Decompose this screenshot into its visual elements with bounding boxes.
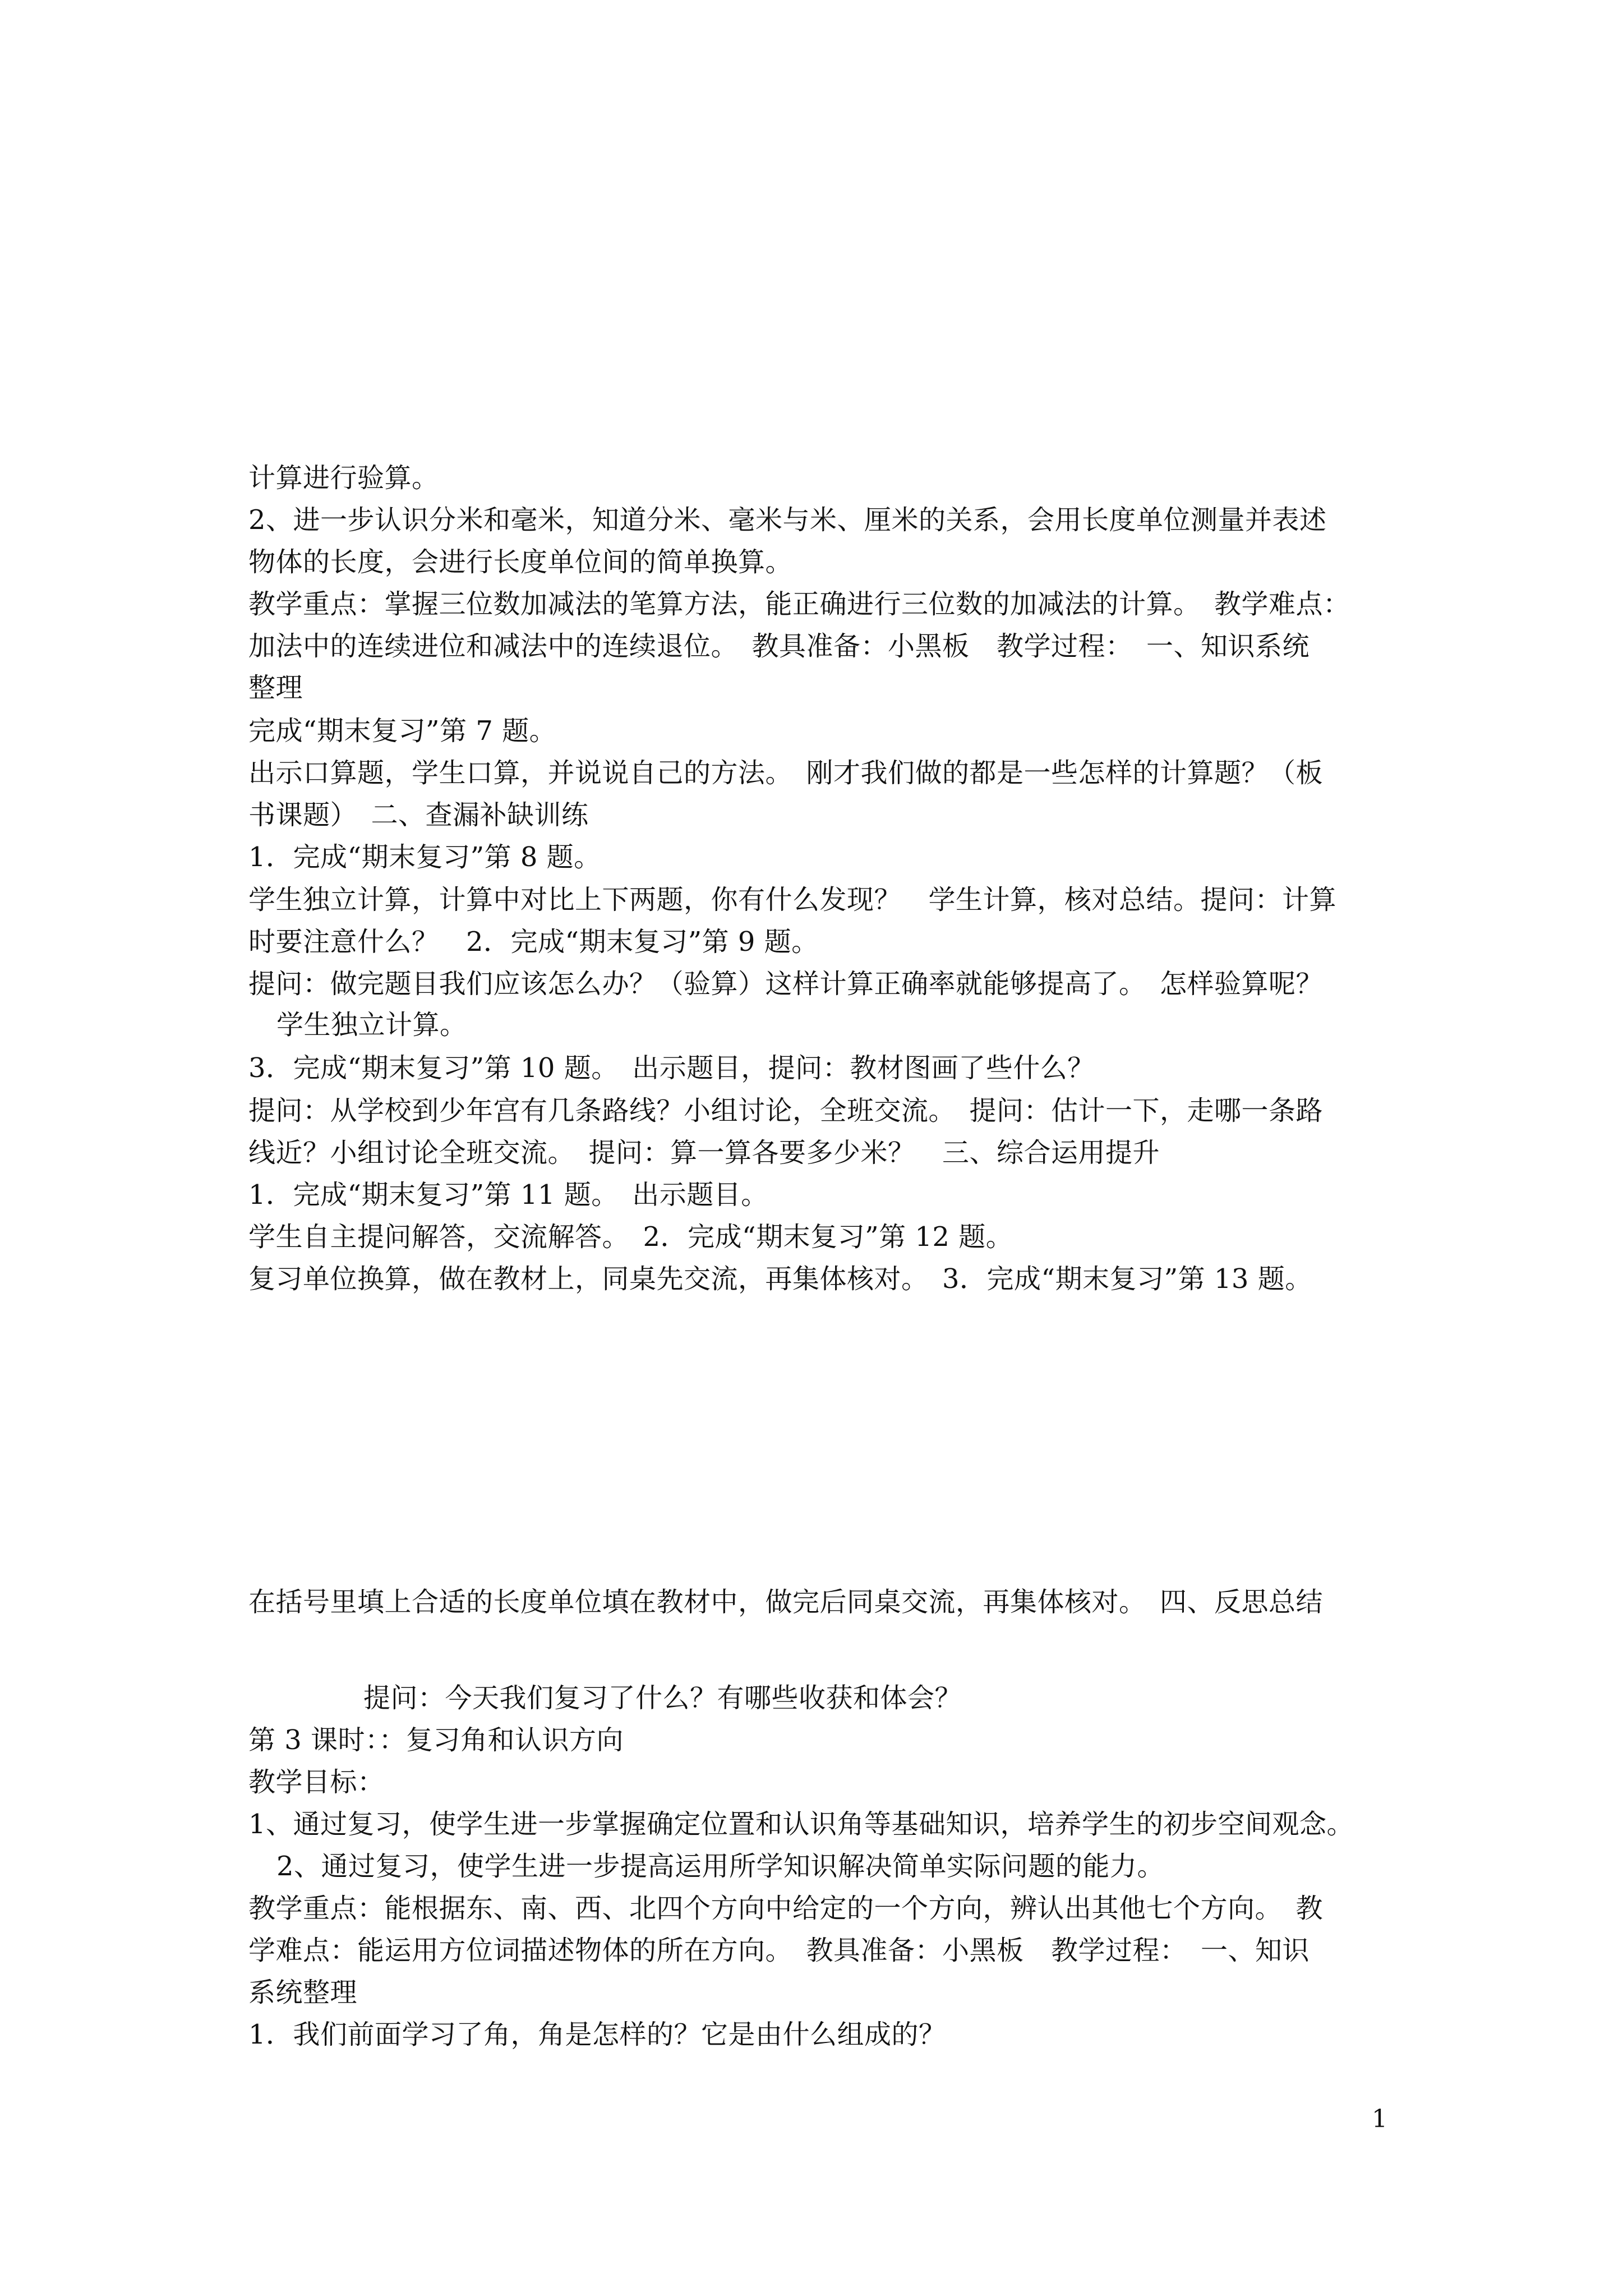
text-line: 3．完成“期末复习”第 10 题。 出示题目，提问：教材图画了些什么？ — [248, 1052, 1095, 1084]
text-line: 提问：做完题目我们应该怎么办？（验算）这样计算正确率就能够提高了。 怎样验算呢？ — [248, 968, 1324, 1000]
text-line: 1．我们前面学习了角，角是怎样的？它是由什么组成的？ — [248, 2019, 946, 2050]
text-line: 时要注意什么？ 2．完成“期末复习”第 9 题。 — [248, 926, 819, 958]
text-line: 第 3 课时：：复习角和认识方向 — [248, 1724, 624, 1756]
page-number: 1 — [1372, 2105, 1387, 2133]
text-line: 2、进一步认识分米和毫米，知道分米、毫米与米、厘米的关系，会用长度单位测量并表述 — [248, 504, 1327, 536]
text-line: 学难点：能运用方位词描述物体的所在方向。 教具准备：小黑板 教学过程： 一、知识 — [248, 1935, 1310, 1966]
text-line: 1．完成“期末复习”第 11 题。 出示题目。 — [248, 1179, 768, 1211]
text-line: 物体的长度，会进行长度单位间的简单换算。 — [248, 546, 793, 578]
text-line: 完成“期末复习”第 7 题。 — [248, 715, 557, 747]
text-line: 学生自主提问解答，交流解答。 2．完成“期末复习”第 12 题。 — [248, 1221, 1013, 1253]
text-line: 复习单位换算，做在教材上，同桌先交流，再集体核对。 3．完成“期末复习”第 13 题。 — [248, 1263, 1312, 1295]
text-line: 2、通过复习，使学生进一步提高运用所学知识解决简单实际问题的能力。 — [276, 1851, 1165, 1882]
text-line: 教学重点：掌握三位数加减法的笔算方法，能正确进行三位数的加减法的计算。 教学难点： — [248, 588, 1350, 620]
text-line: 线近？小组讨论全班交流。 提问：算一算各要多少米？ 三、综合运用提升 — [248, 1137, 1160, 1168]
text-line: 加法中的连续进位和减法中的连续退位。 教具准备：小黑板 教学过程： 一、知识系统 — [248, 631, 1310, 662]
text-line: 教学目标： — [248, 1766, 385, 1798]
text-line: 学生独立计算。 — [276, 1009, 467, 1041]
text-line: 在括号里填上合适的长度单位填在教材中，做完后同桌交流，再集体核对。 四、反思总结 — [248, 1586, 1324, 1618]
text-line: 教学重点：能根据东、南、西、北四个方向中给定的一个方向，辨认出其他七个方向。 教 — [248, 1893, 1324, 1924]
text-line: 1、通过复习，使学生进一步掌握确定位置和认识角等基础知识，培养学生的初步空间观念。 — [248, 1809, 1354, 1840]
text-line: 1．完成“期末复习”第 8 题。 — [248, 841, 601, 873]
text-line: 提问：从学校到少年宫有几条路线？小组讨论，全班交流。 提问：估计一下，走哪一条路 — [248, 1095, 1324, 1126]
text-line: 提问：今天我们复习了什么？有哪些收获和体会？ — [363, 1682, 962, 1714]
text-line: 学生独立计算，计算中对比上下两题，你有什么发现？ 学生计算，核对总结。提问：计算 — [248, 884, 1337, 915]
text-line: 整理 — [248, 672, 303, 703]
text-line: 系统整理 — [248, 1977, 358, 2008]
text-line: 出示口算题，学生口算，并说说自己的方法。 刚才我们做的都是一些怎样的计算题？（板 — [248, 757, 1324, 789]
text-line: 计算进行验算。 — [248, 462, 439, 494]
text-line: 书课题） 二、查漏补缺训练 — [248, 799, 589, 831]
